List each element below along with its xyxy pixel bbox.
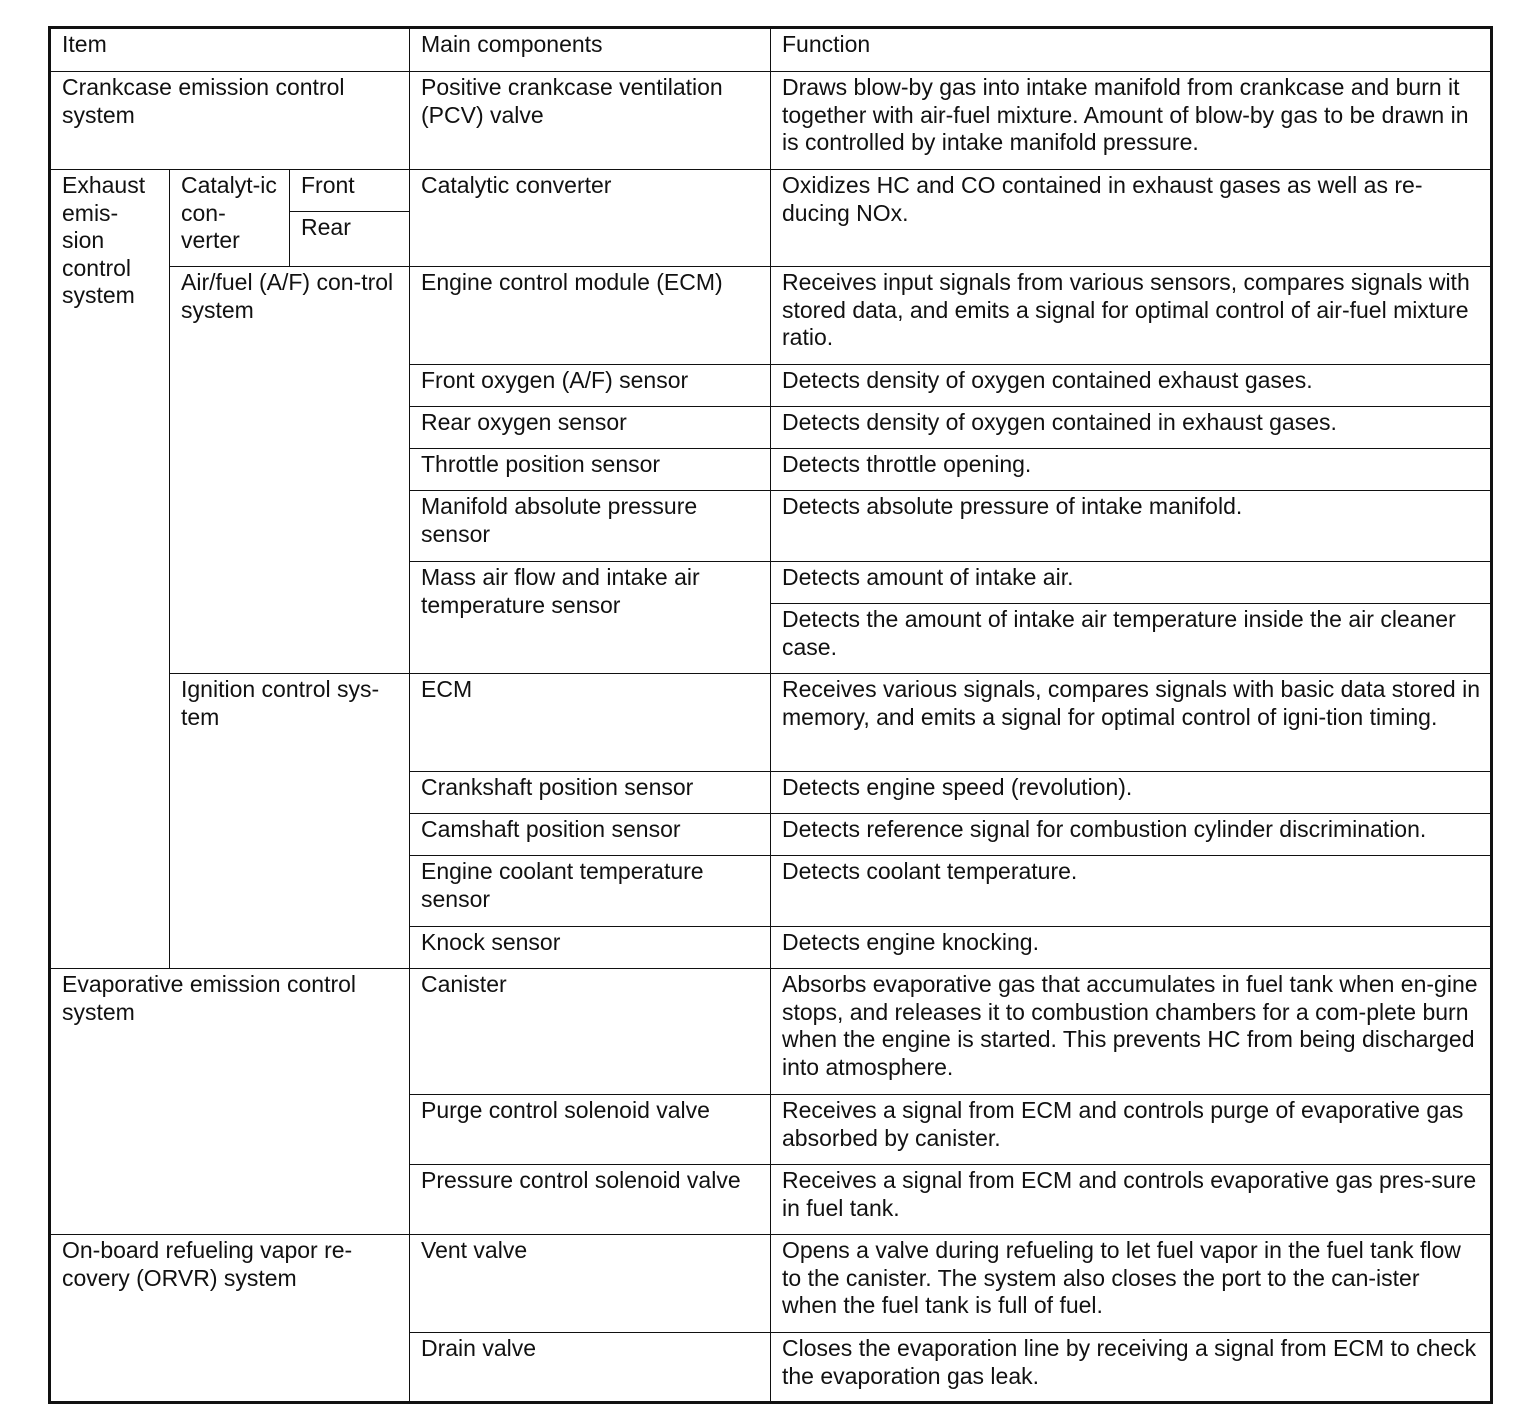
- catalytic-front: Front: [290, 170, 410, 212]
- function-cell: Receives input signals from various sensors, compares signals with stored data, and emits a signal for optimal control of air-fuel mixture ratio.: [771, 267, 1492, 365]
- header-row: [50, 28, 1492, 72]
- item-evaporative: Evaporative emission control system: [50, 969, 410, 1235]
- component-cell: Purge control solenoid valve: [410, 1095, 771, 1165]
- component-cell: Catalytic converter: [410, 170, 771, 267]
- function-cell: Closes the evaporation line by receiving a signal from ECM to check the evaporation gas leak.: [771, 1333, 1492, 1403]
- component-cell: Crankshaft position sensor: [410, 772, 771, 814]
- function-cell: Detects density of oxygen contained exhaust gases.: [771, 365, 1492, 407]
- function-cell: Detects engine speed (revolution).: [771, 772, 1492, 814]
- function-cell: Detects absolute pressure of intake manifold.: [771, 491, 1492, 562]
- component-cell: Canister: [410, 969, 771, 1095]
- component-cell: Positive crankcase ventilation (PCV) valve: [410, 72, 771, 170]
- table-row: [50, 72, 1492, 170]
- item-crankcase: Crankcase emission control system: [50, 72, 410, 170]
- component-cell: Rear oxygen sensor: [410, 407, 771, 449]
- function-cell: Detects reference signal for combustion cylinder discrimination.: [771, 814, 1492, 856]
- component-cell: Knock sensor: [410, 927, 771, 969]
- component-cell: Manifold absolute pressure sensor: [410, 491, 771, 562]
- function-cell: Detects density of oxygen contained in exhaust gases.: [771, 407, 1492, 449]
- function-cell: Detects throttle opening.: [771, 449, 1492, 491]
- header-item: Item: [50, 28, 410, 72]
- function-cell: Receives a signal from ECM and controls purge of evaporative gas absorbed by canister.: [771, 1095, 1492, 1165]
- function-cell: Detects amount of intake air.: [771, 562, 1492, 604]
- function-cell: Detects coolant temperature.: [771, 856, 1492, 927]
- function-cell: Receives a signal from ECM and controls evaporative gas pres-sure in fuel tank.: [771, 1165, 1492, 1235]
- header-function: Function: [771, 28, 1492, 72]
- function-cell: Draws blow-by gas into intake manifold from crankcase and burn it together with air-fuel mixture. Amount of blow-by gas to be drawn in is controlled by intake manifold pressure.: [771, 72, 1492, 170]
- function-cell: Receives various signals, compares signals with basic data stored in memory, and emits a signal for optimal control of igni-tion timing.: [771, 674, 1492, 772]
- component-cell: Drain valve: [410, 1333, 771, 1403]
- table-row: [50, 969, 1492, 1095]
- component-cell: Engine coolant temperature sensor: [410, 856, 771, 927]
- component-cell: Vent valve: [410, 1235, 771, 1333]
- item-ignition-control: Ignition control sys-tem: [170, 674, 410, 969]
- table-row: [50, 170, 1492, 212]
- function-cell: Oxidizes HC and CO contained in exhaust gases as well as re-ducing NOx.: [771, 170, 1492, 267]
- component-cell: Front oxygen (A/F) sensor: [410, 365, 771, 407]
- header-main-components: Main components: [410, 28, 771, 72]
- function-cell: Detects engine knocking.: [771, 927, 1492, 969]
- table-row: [50, 674, 1492, 772]
- function-cell: Opens a valve during refueling to let fuel vapor in the fuel tank flow to the canister. The system also closes the port to the can-ister when the fuel tank is full of fuel.: [771, 1235, 1492, 1333]
- table-row: [50, 1235, 1492, 1333]
- component-cell: Pressure control solenoid valve: [410, 1165, 771, 1235]
- item-exhaust: Exhaust emis-sion control system: [50, 170, 170, 969]
- component-cell: ECM: [410, 674, 771, 772]
- component-cell: Camshaft position sensor: [410, 814, 771, 856]
- function-cell: Absorbs evaporative gas that accumulates in fuel tank when en-gine stops, and releases it to combustion chambers for a com-plete burn when the engine is started. This prevents HC from being discharged into atmosphere.: [771, 969, 1492, 1095]
- catalytic-rear: Rear: [290, 212, 410, 267]
- table-row: [50, 267, 1492, 365]
- function-cell: Detects the amount of intake air temperature inside the air cleaner case.: [771, 604, 1492, 674]
- item-catalytic-converter: Catalyt-ic con-verter: [170, 170, 290, 267]
- component-cell: Throttle position sensor: [410, 449, 771, 491]
- item-af-control: Air/fuel (A/F) con-trol system: [170, 267, 410, 674]
- item-orvr: On-board refueling vapor re-covery (ORVR) system: [50, 1235, 410, 1403]
- emission-control-table: [48, 26, 1493, 1404]
- component-cell: Mass air flow and intake air temperature sensor: [410, 562, 771, 674]
- component-cell: Engine control module (ECM): [410, 267, 771, 365]
